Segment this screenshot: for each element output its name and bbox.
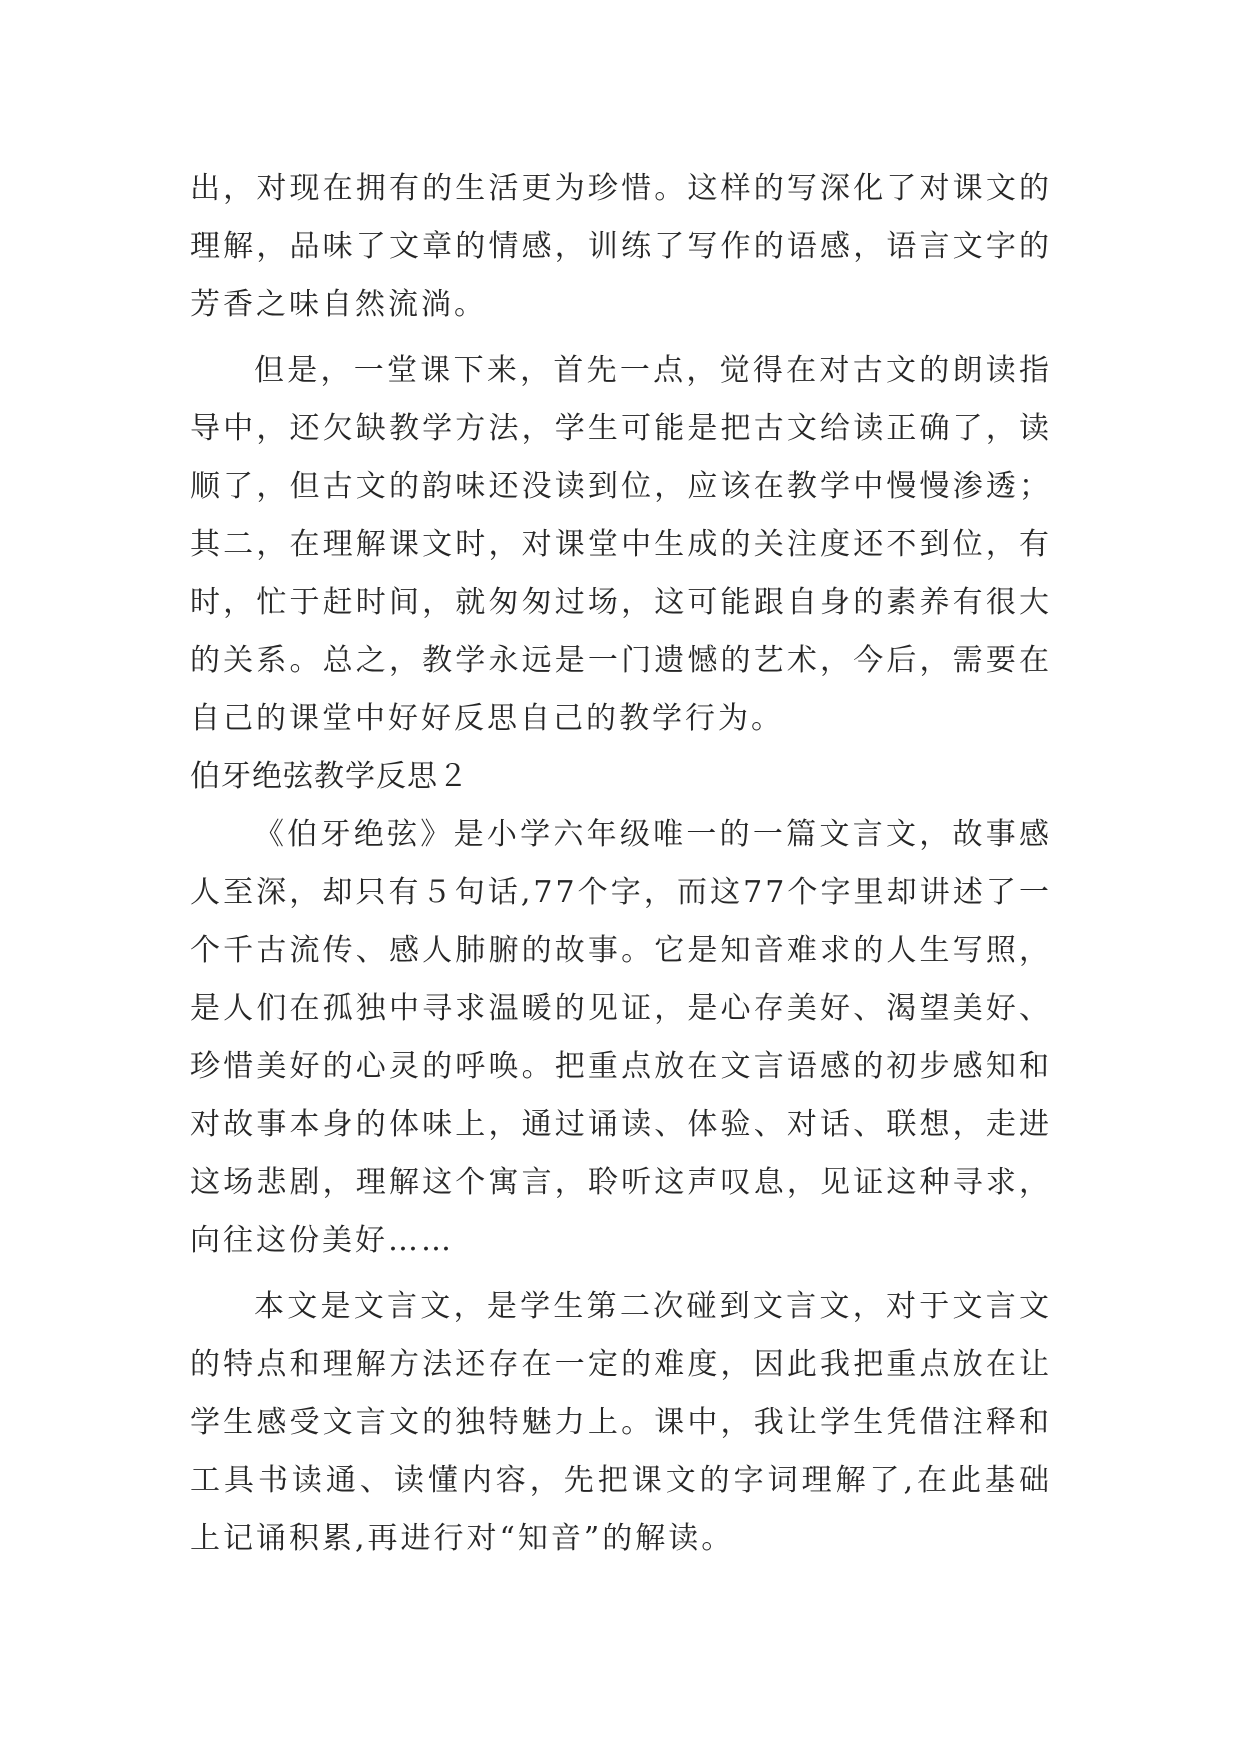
text-line: 工具书读通、读懂内容，先把课文的字词理解了,在此基础 bbox=[190, 1463, 1052, 1498]
text-line: 向往这份美好…… bbox=[190, 1223, 454, 1258]
text-line: 个千古流传、感人肺腑的故事。它是知音难求的人生写照， bbox=[190, 933, 1052, 968]
text-line: 本文是文言文，是学生第二次碰到文言文，对于文言文 bbox=[254, 1289, 1052, 1324]
text-line: 人至深，却只有５句话,77个字，而这77个字里却讲述了一 bbox=[190, 875, 1052, 910]
section-heading: 伯牙绝弦教学反思２ bbox=[190, 759, 469, 794]
text-line: 时，忙于赶时间，就匆匆过场，这可能跟自身的素养有很大 bbox=[190, 585, 1052, 620]
text-line: 珍惜美好的心灵的呼唤。把重点放在文言语感的初步感知和 bbox=[190, 1049, 1052, 1084]
text-line: 《伯牙绝弦》是小学六年级唯一的一篇文言文，故事感 bbox=[254, 817, 1052, 852]
text-line: 出，对现在拥有的生活更为珍惜。这样的写深化了对课文的 bbox=[190, 171, 1052, 206]
text-line: 上记诵积累,再进行对“知音”的解读。 bbox=[190, 1521, 735, 1556]
text-line: 的特点和理解方法还存在一定的难度，因此我把重点放在让 bbox=[190, 1347, 1052, 1382]
paragraph-2 bbox=[190, 342, 1052, 748]
text-line: 理解，品味了文章的情感，训练了写作的语感，语言文字的 bbox=[190, 229, 1052, 264]
text-line: 其二，在理解课文时，对课堂中生成的关注度还不到位，有 bbox=[190, 527, 1052, 562]
text-line: 的关系。总之，教学永远是一门遗憾的艺术，今后，需要在 bbox=[190, 643, 1052, 678]
text-line: 自己的课堂中好好反思自己的教学行为。 bbox=[190, 701, 784, 736]
paragraph-4 bbox=[190, 1278, 1052, 1568]
text-line: 学生感受文言文的独特魅力上。课中，我让学生凭借注释和 bbox=[190, 1405, 1052, 1440]
paragraph-3 bbox=[190, 806, 1052, 1270]
text-line: 芳香之味自然流淌。 bbox=[190, 287, 487, 322]
text-line: 顺了，但古文的韵味还没读到位，应该在教学中慢慢渗透； bbox=[190, 469, 1052, 504]
text-line: 但是，一堂课下来，首先一点，觉得在对古文的朗读指 bbox=[254, 353, 1052, 388]
text-line: 对故事本身的体味上，通过诵读、体验、对话、联想，走进 bbox=[190, 1107, 1052, 1142]
text-line: 是人们在孤独中寻求温暖的见证，是心存美好、渴望美好、 bbox=[190, 991, 1052, 1026]
paragraph-1 bbox=[190, 160, 1052, 334]
document-body bbox=[190, 160, 1052, 1568]
text-line: 这场悲剧，理解这个寓言，聆听这声叹息，见证这种寻求， bbox=[190, 1165, 1052, 1200]
text-line: 导中，还欠缺教学方法，学生可能是把古文给读正确了，读 bbox=[190, 411, 1052, 446]
